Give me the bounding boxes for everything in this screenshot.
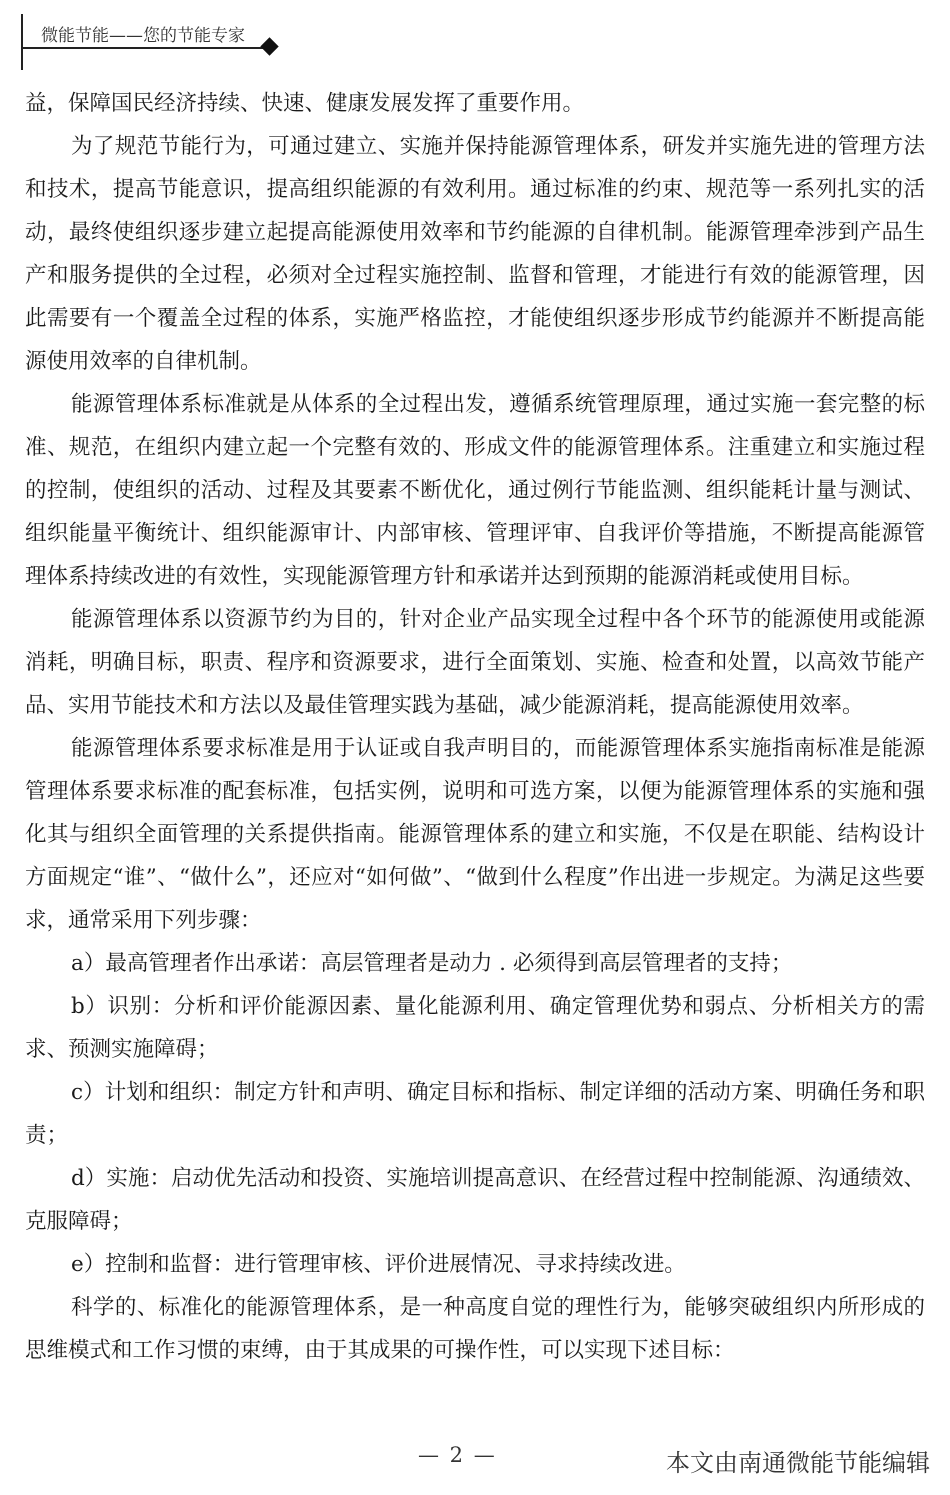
page-header	[21, 14, 281, 70]
paragraph-10: 科学的、标准化的能源管理体系，是一种高度自觉的理性行为，能够突破组织内所形成的思维模式和工作习惯的束缚，由于其成果的可操作性，可以实现下述目标：	[25, 1295, 925, 1363]
list-item-b: b）识别：分析和评价能源因素、量化能源利用、确定管理优势和弱点、分析相关方的需求、预测实施障碍；	[25, 994, 925, 1062]
list-item-e: e）控制和监督：进行管理审核、评价进展情况、寻求持续改进。	[71, 1252, 686, 1277]
list-item-a: a）最高管理者作出承诺：高层管理者是动力 . 必须得到高层管理者的支持；	[71, 951, 793, 976]
paragraph-3: 能源管理体系以资源节约为目的，针对企业产品实现全过程中各个环节的能源使用或能源消耗，明确目标，职责、程序和资源要求，进行全面策划、实施、检查和处置，以高效节能产品、实用节能技术和方法以及最佳管理实践为基础，减少能源消耗，提高能源使用效率。	[25, 607, 925, 718]
paragraph-2: 能源管理体系标准就是从体系的全过程出发，遵循系统管理原理，通过实施一套完整的标准、规范，在组织内建立起一个完整有效的、形成文件的能源管理体系。注重建立和实施过程的控制，使组织的活动、过程及其要素不断优化，通过例行节能监测、组织能耗计量与测试、组织能量平衡统计、组织能源审计、内部审核、管理评审、自我评价等措施，不断提高能源管理体系持续改进的有效性，实现能源管理方针和承诺并达到预期的能源消耗或使用目标。	[25, 392, 925, 589]
header-horizontal-rule	[21, 47, 269, 49]
document-body	[25, 82, 925, 1372]
paragraph-4: 能源管理体系要求标准是用于认证或自我声明目的，而能源管理体系实施指南标准是能源管理体系要求标准的配套标准，包括实例，说明和可选方案，以便为能源管理体系的实施和强化其与组织全面管理的关系提供指南。能源管理体系的建立和实施，不仅是在职能、结构设计方面规定“谁”、“做什么”，还应对“如何做”、“做到什么程度”作出进一步规定。为满足这些要求，通常采用下列步骤：	[25, 736, 925, 933]
editor-note: 本文由南通微能节能编辑	[666, 1449, 930, 1477]
header-title: 微能节能——您的节能专家	[41, 26, 245, 46]
paragraph-0: 益，保障国民经济持续、快速、健康发展发挥了重要作用。	[25, 91, 585, 116]
page-footer	[0, 1443, 950, 1483]
page-number: — 2 —	[418, 1443, 497, 1467]
list-item-d: d）实施：启动优先活动和投资、实施培训提高意识、在经营过程中控制能源、沟通绩效、克服障碍；	[25, 1166, 925, 1234]
paragraph-1: 为了规范节能行为，可通过建立、实施并保持能源管理体系，研发并实施先进的管理方法和技术，提高节能意识，提高组织能源的有效利用。通过标准的约束、规范等一系列扎实的活动，最终使组织逐步建立起提高能源使用效率和节约能源的自律机制。能源管理牵涉到产品生产和服务提供的全过程，必须对全过程实施控制、监督和管理，才能进行有效的能源管理，因此需要有一个覆盖全过程的体系，实施严格监控，才能使组织逐步形成节约能源并不断提高能源使用效率的自律机制。	[25, 134, 925, 374]
list-item-c: c）计划和组织：制定方针和声明、确定目标和指标、制定详细的活动方案、明确任务和职责；	[25, 1080, 925, 1148]
diamond-icon	[260, 37, 278, 55]
header-vertical-rule	[21, 14, 23, 70]
